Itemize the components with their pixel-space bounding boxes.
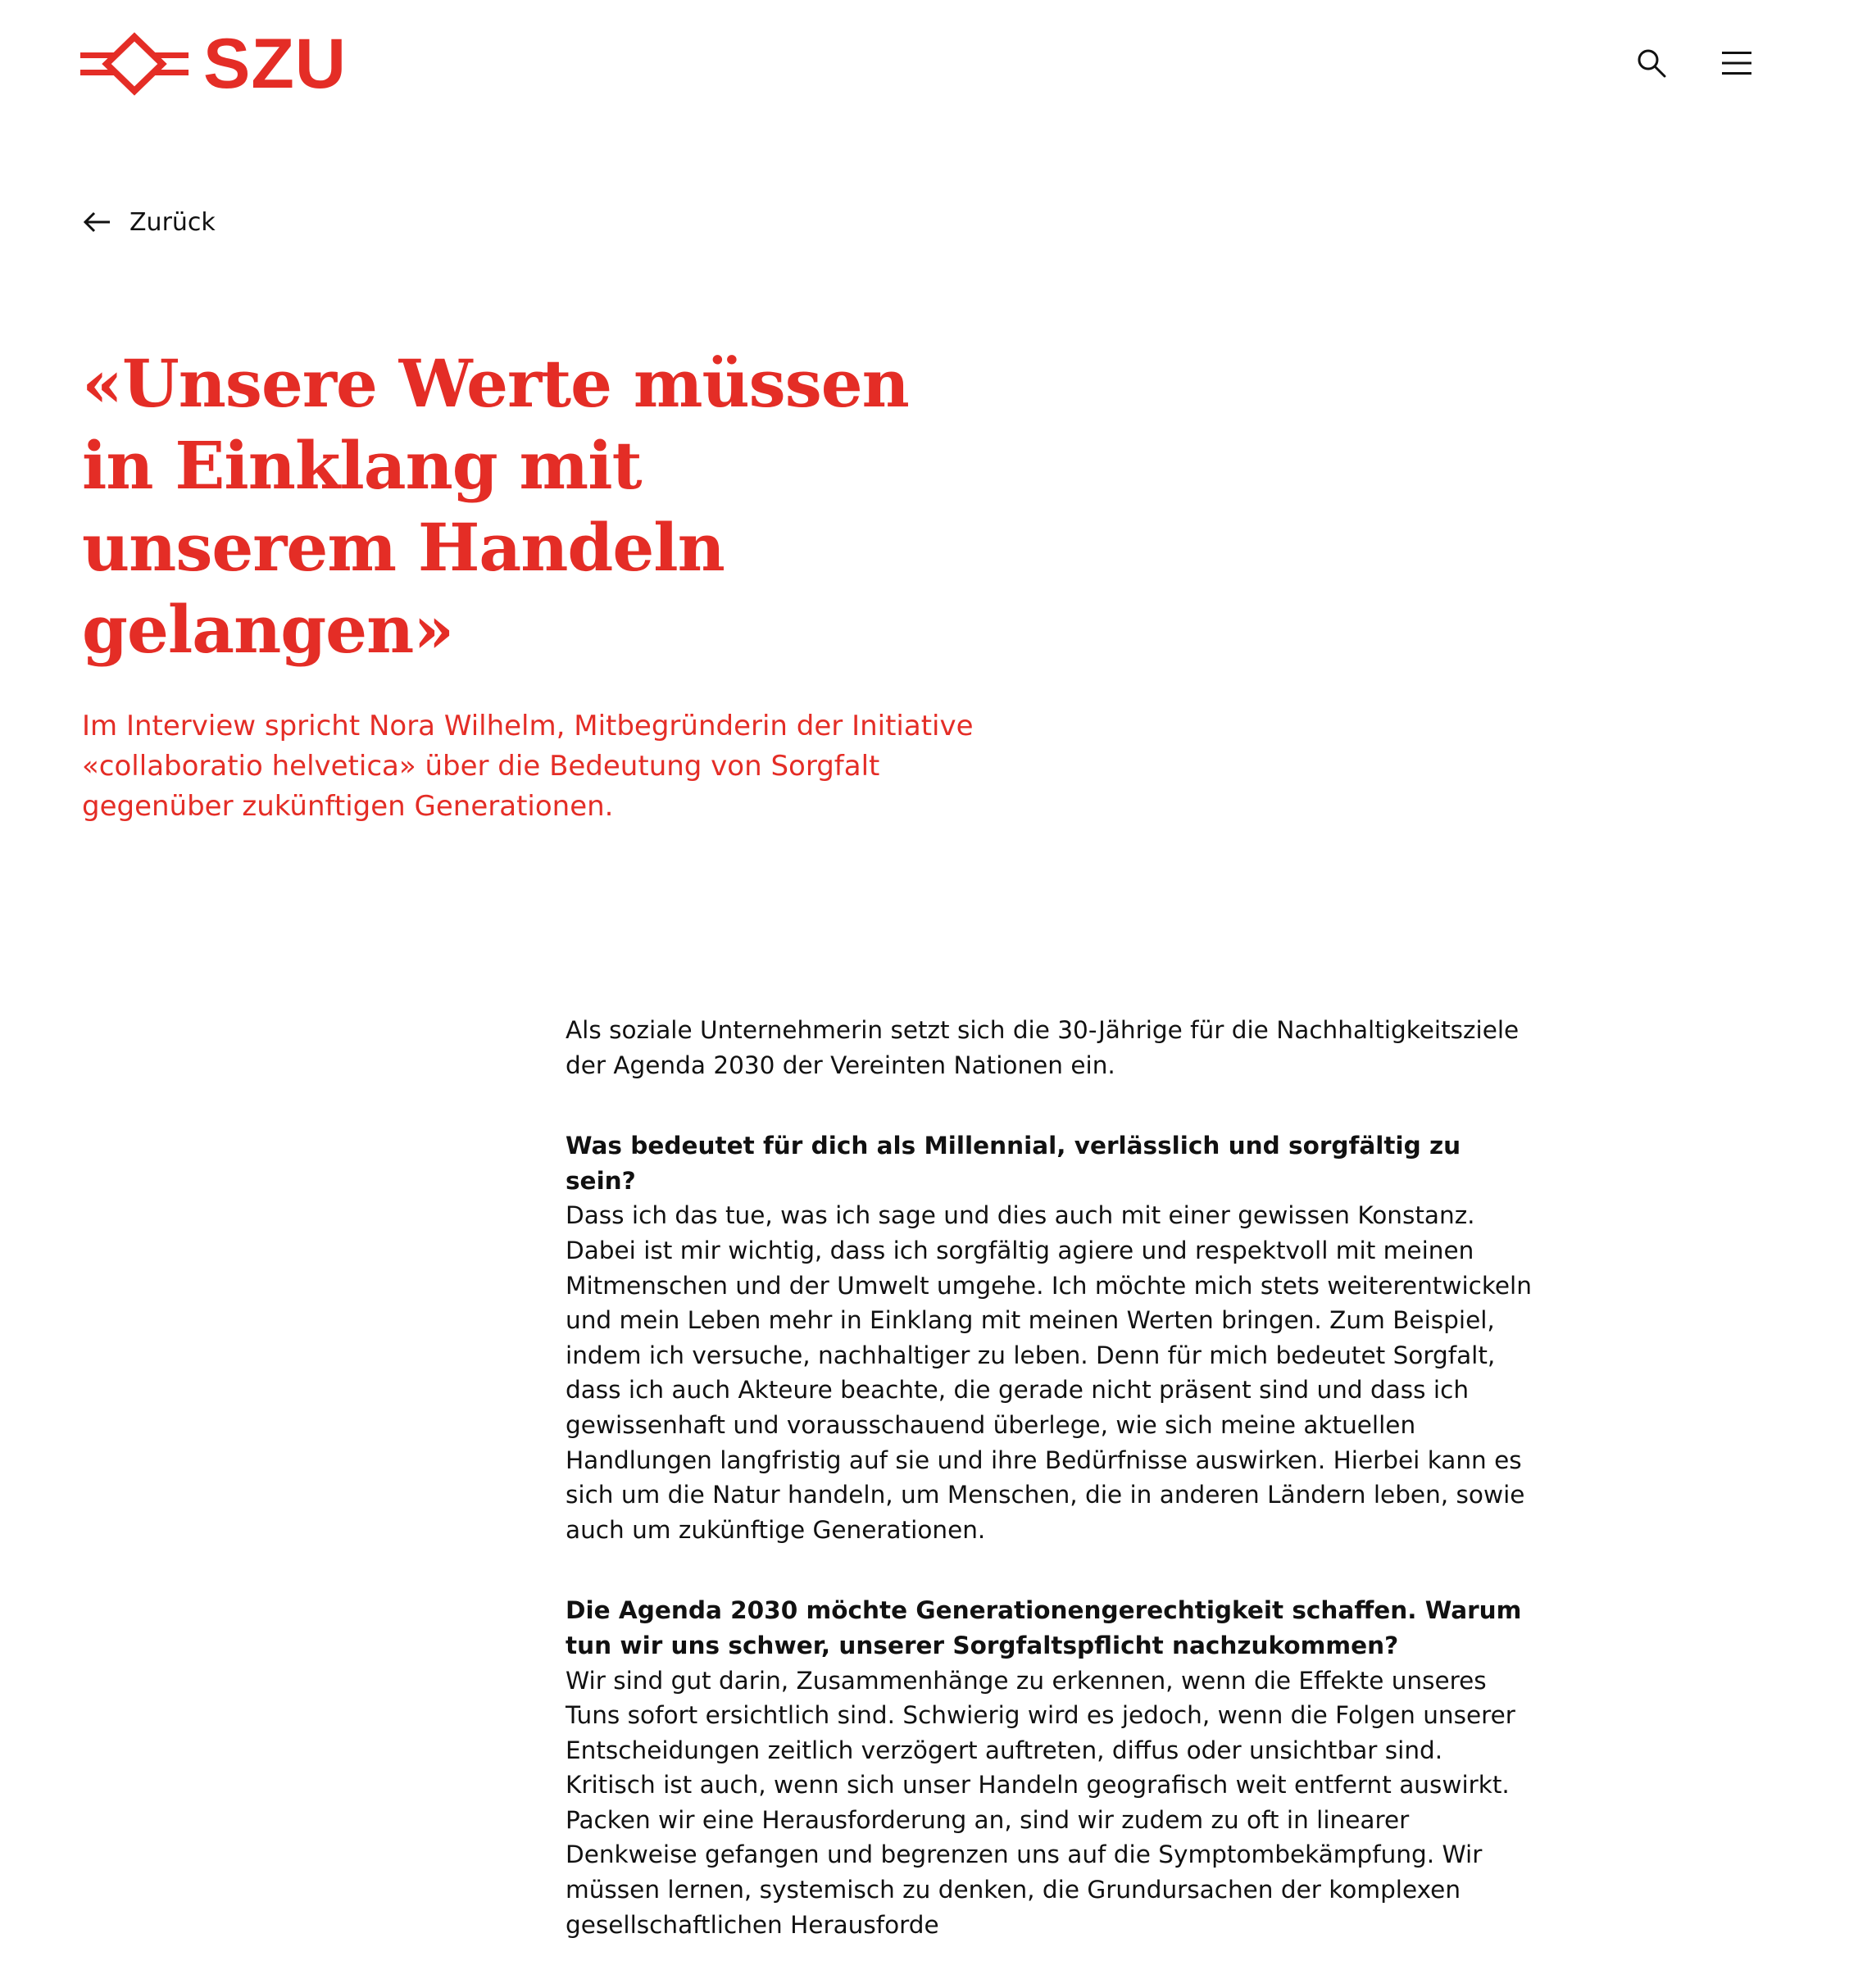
article-lead: Im Interview spricht Nora Wilhelm, Mitbegründerin der Initiative «collaboratio helvetica» über die Bedeutung von Sorgfalt gegenüber zukünftigen Generationen. — [82, 710, 974, 823]
question-1: Was bedeutet für dich als Millennial, verlässlich und sorgfältig zu sein? — [566, 1132, 1461, 1195]
back-label: Zurück — [129, 207, 216, 237]
menu-button[interactable] — [1715, 41, 1759, 85]
qa-block-1 — [566, 1128, 1533, 1547]
arrow-left-icon — [82, 210, 113, 234]
search-icon — [1635, 47, 1668, 79]
qa-block-2 — [566, 1593, 1533, 1942]
back-link[interactable] — [82, 203, 216, 241]
article-body — [566, 1013, 1533, 1988]
search-button[interactable] — [1629, 41, 1674, 85]
site-header — [0, 0, 1849, 131]
answer-2: Wir sind gut darin, Zusammenhänge zu erkennen, wenn die Effekte unseres Tuns sofort ersichtlich sind. Schwierig wird es jedoch, wenn die Folgen unserer Entscheidungen zeitlich verzögert auftreten, diffus oder unsichtbar sind. Kritisch ist auch, wenn sich unser Handeln geografisch weit entfernt auswirkt. Packen wir eine Herausforderung an, sind wir zudem zu oft in linearer Denkweise gefangen und begrenzen uns auf die Symptombekämpfung. Wir müssen lernen, systemisch zu denken, die Grundursachen der komplexen gesellschaftlichen Herausforde — [566, 1666, 1515, 1939]
szu-logo[interactable] — [80, 25, 359, 103]
article-title: «Unsere Werte müssen in Einklang mit unserem Handeln gelangen» — [82, 345, 909, 668]
question-2: Die Agenda 2030 möchte Generationengerechtigkeit schaffen. Warum tun wir uns schwer, unserer Sorgfaltspflicht nachzukommen? — [566, 1596, 1522, 1659]
szu-logo-mark-icon — [80, 35, 189, 93]
answer-1: Dass ich das tue, was ich sage und dies auch mit einer gewissen Konstanz. Dabei ist mir wichtig, dass ich sorgfältig agiere und respektvoll mit meinen Mitmenschen und der Umwelt umgehe. Ich möchte mich stets weiterentwickeln und mein Leben mehr in Einklang mit meinen Werten bringen. Zum Beispiel, indem ich versuche, nachhaltiger zu leben. Denn für mich bedeutet Sorgfalt, dass ich auch Akteure beachte, die gerade nicht präsent sind und dass ich gewissenhaft und vorausschauend überlege, wie sich meine aktuellen Handlungen langfristig auf sie und ihre Bedürfnisse auswirken. Hierbei kann es sich um die Natur handeln, um Menschen, die in anderen Ländern leben, sowie auch um zukünftige Generationen. — [566, 1201, 1532, 1544]
logo-text: SZU — [203, 25, 347, 103]
intro-paragraph: Als soziale Unternehmerin setzt sich die 30-Jährige für die Nachhaltigkeitsziele der Agenda 2030 der Vereinten Nationen ein. — [566, 1016, 1520, 1079]
hamburger-menu-icon — [1720, 50, 1753, 76]
